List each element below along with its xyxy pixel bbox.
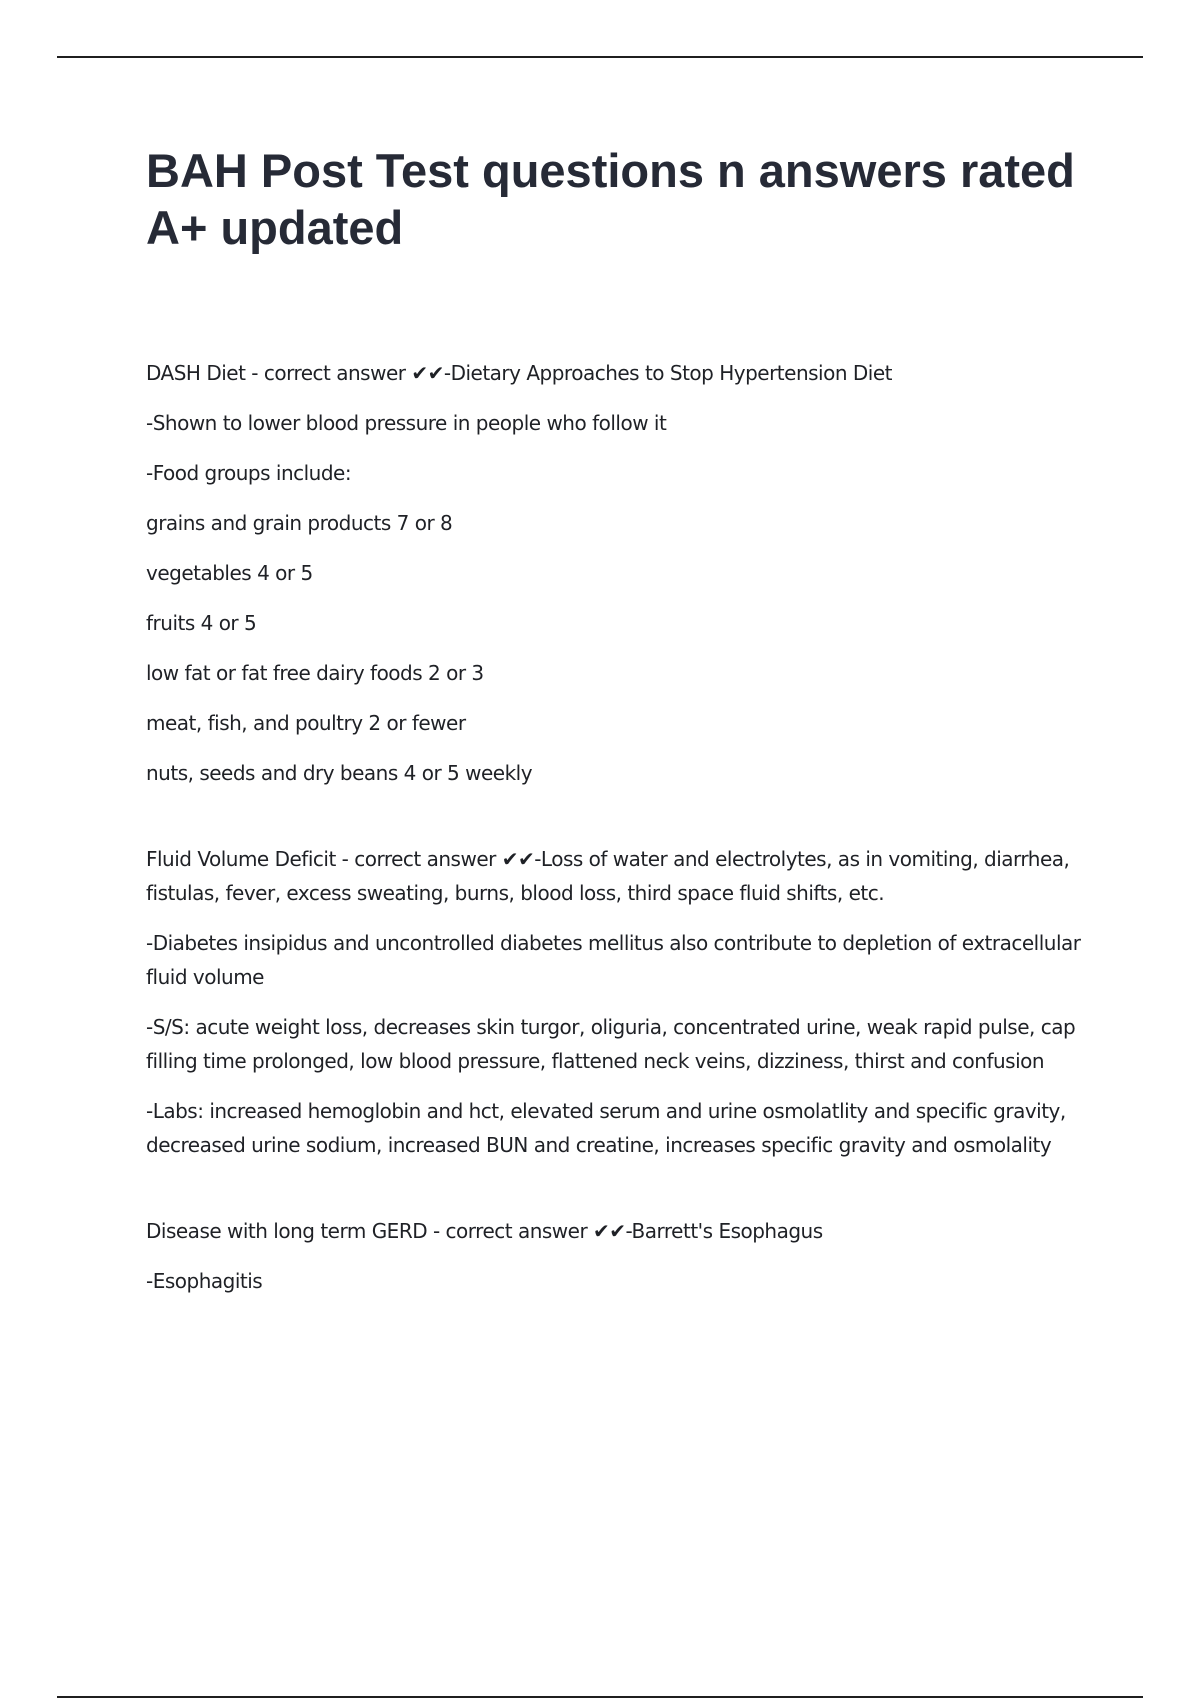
paragraph: DASH Diet - correct answer ✔✔-Dietary Approaches to Stop Hypertension Diet: [146, 361, 892, 385]
paragraph: grains and grain products 7 or 8: [146, 511, 453, 535]
paragraph: -Labs: increased hemoglobin and hct, elevated serum and urine osmolatlity and specific gravity, decreased urine sodium, increased BUN and creatine, increases specific gravity and osmolality: [146, 1099, 1066, 1157]
paragraph: -Esophagitis: [146, 1269, 263, 1293]
paragraph: vegetables 4 or 5: [146, 561, 313, 585]
bottom-rule: [57, 1696, 1143, 1698]
paragraph: Disease with long term GERD - correct answer ✔✔-Barrett's Esophagus: [146, 1219, 823, 1243]
qa-section-fluid-volume-deficit: [146, 842, 1086, 1162]
qa-section-gerd: [146, 1214, 1086, 1298]
paragraph: -S/S: acute weight loss, decreases skin turgor, oliguria, concentrated urine, weak rapid pulse, cap filling time prolonged, low blood pressure, flattened neck veins, dizziness, thirst and confusion: [146, 1015, 1076, 1073]
qa-section-dash-diet: [146, 356, 1086, 790]
paragraph: fruits 4 or 5: [146, 611, 257, 635]
paragraph: -Diabetes insipidus and uncontrolled diabetes mellitus also contribute to depletion of extracellular fluid volume: [146, 931, 1081, 989]
document-title: BAH Post Test questions n answers rated A+ updated: [146, 144, 1075, 254]
document-body: [146, 356, 1086, 1350]
paragraph: Fluid Volume Deficit - correct answer ✔✔-Loss of water and electrolytes, as in vomiting, diarrhea, fistulas, fever, excess sweating, burns, blood loss, third space fluid shifts, etc.: [146, 847, 1070, 905]
top-rule: [57, 56, 1143, 58]
paragraph: nuts, seeds and dry beans 4 or 5 weekly: [146, 761, 533, 785]
paragraph: -Food groups include:: [146, 461, 352, 485]
paragraph: low fat or fat free dairy foods 2 or 3: [146, 661, 484, 685]
paragraph: -Shown to lower blood pressure in people who follow it: [146, 411, 667, 435]
paragraph: meat, fish, and poultry 2 or fewer: [146, 711, 466, 735]
